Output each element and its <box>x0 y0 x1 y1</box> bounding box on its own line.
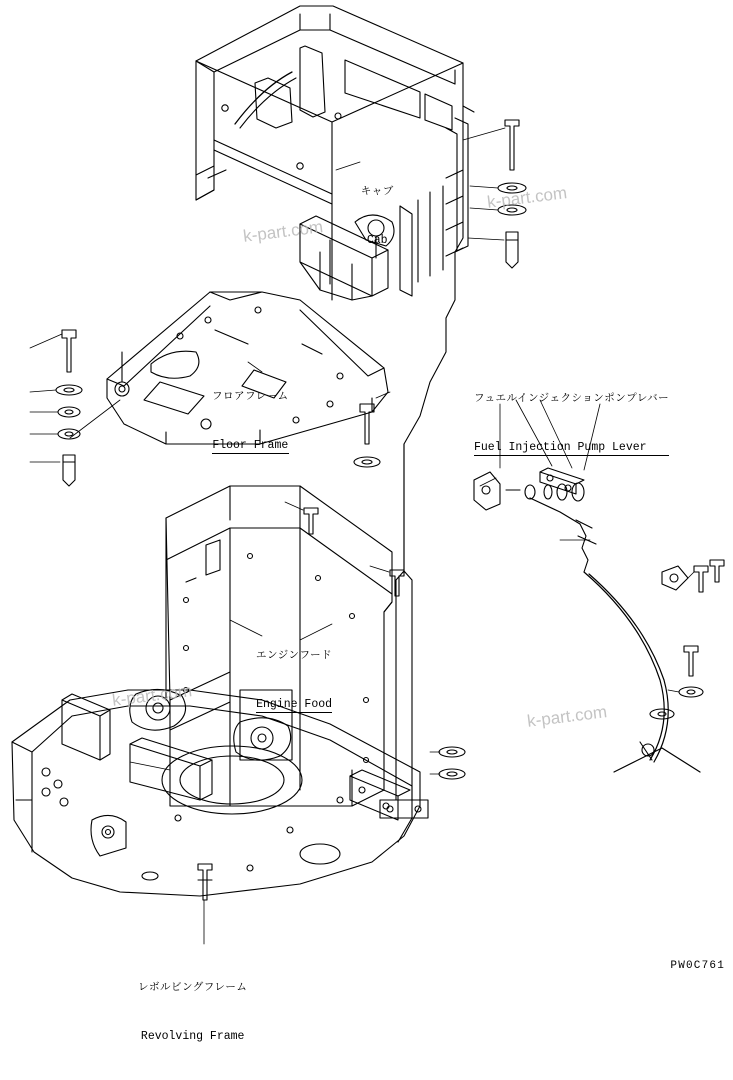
label-engine-hood <box>256 612 332 750</box>
label-cab-jp: キャブ <box>360 184 394 197</box>
label-engine-hood-jp: エンジンフード <box>256 648 333 661</box>
label-fuel-injection-pump-lever <box>474 355 669 493</box>
label-revolving-frame-en: Revolving Frame <box>140 1029 245 1043</box>
label-cab-en: Cab <box>366 233 388 247</box>
label-fuel-injection-pump-lever-jp: フュエルインジェクションポンプレバー <box>474 391 670 404</box>
watermark: k-part.com <box>526 702 609 731</box>
watermark: k-part.com <box>242 217 325 246</box>
label-fuel-injection-pump-lever-en: Fuel Injection Pump Lever <box>474 441 669 456</box>
watermark: k-part.com <box>486 183 569 212</box>
label-floor-frame-en: Floor Frame <box>212 439 289 454</box>
label-cab <box>358 148 396 284</box>
label-floor-frame <box>212 353 289 491</box>
label-revolving-frame <box>138 944 247 1080</box>
label-revolving-frame-jp: レボルビングフレーム <box>138 980 248 993</box>
watermark: k-part.com <box>111 681 194 710</box>
part-number: PW0C761 <box>670 960 725 972</box>
label-floor-frame-jp: フロアフレーム <box>212 389 289 402</box>
label-engine-hood-en: Engine Food <box>256 698 332 713</box>
